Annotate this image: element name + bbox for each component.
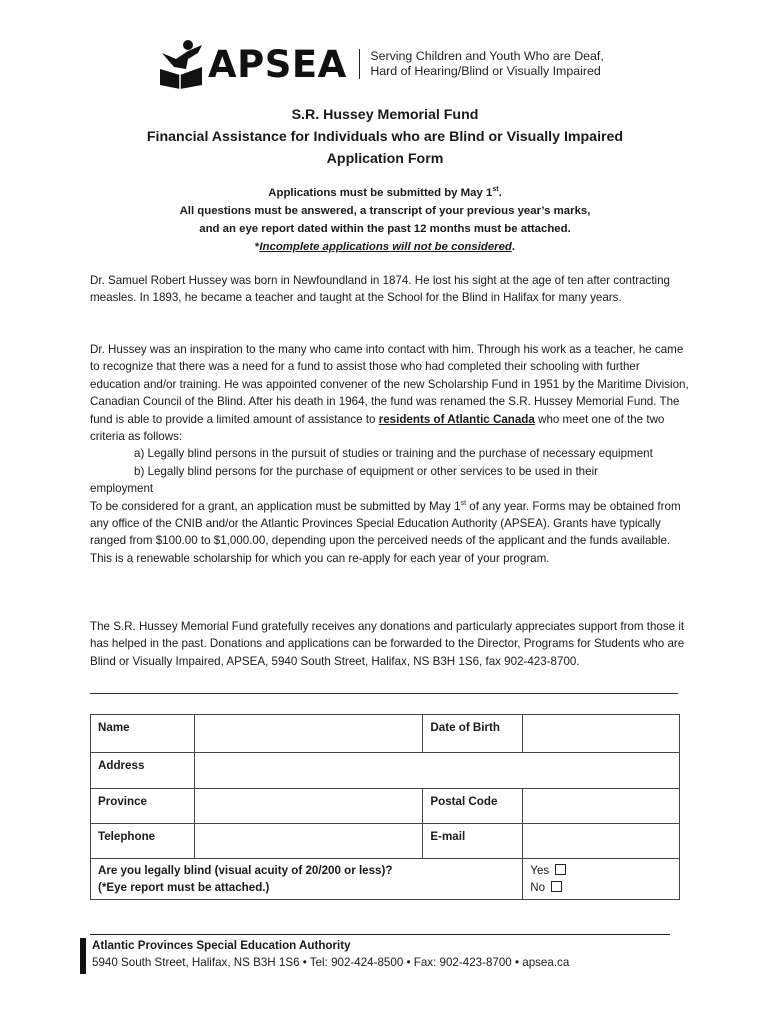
residents-link-text: residents of Atlantic Canada <box>378 412 535 426</box>
footer-contact: 5940 South Street, Halifax, NS B3H 1S6 • Tel: 902-424-8500 • Fax: 902-423-8700 • apsea.ca <box>92 956 570 969</box>
fund-paragraph: Dr. Hussey was an inspiration to the many who came into contact with him. Through his work as a teacher, he came to recognize that there was a need for a fund to assist those who had completed their schooling with further education and/or training. He was appointed convener of the new Scholarship Fund in 1951 by the Maritime Division, Canadian Council of the Blind. After his death in 1964, the fund was renamed the S.R. Hussey Memorial Fund. The fund is able to provide a limited amount of assistance to residents of Atlantic Canada who meet one of the two criteria as follows: <box>90 343 689 444</box>
tagline-line2: Hard of Hearing/Blind or Visually Impaired <box>370 64 601 78</box>
notice-line3: and an eye report dated within the past 12 months must be attached. <box>199 223 571 235</box>
notice-line2: All questions must be answered, a transcript of your previous year’s marks, <box>179 205 591 217</box>
apsea-logo-icon <box>158 39 206 89</box>
footer-rule <box>90 934 670 935</box>
criteria-b: b) Legally blind persons for the purchase of equipment or other services to be used in their <box>134 464 599 478</box>
grant-paragraph: To be considered for a grant, an application must be submitted by May 1st of any year. Forms may be obtained from any office of the CNIB and/or the Atlantic Provinces Special Education Authority (APSEA). Grants have typically ranged from $100.00 to $1,000.00, depending upon the perceived needs of the applicant and the funds available. This is a renewable scholarship for which you can re-apply for each year of your program. <box>90 499 681 565</box>
name-field[interactable] <box>194 715 422 753</box>
title-line1: S.R. Hussey Memorial Fund <box>291 107 479 123</box>
apsea-logo-text: APSEA <box>208 42 347 86</box>
email-label: E-mail <box>423 824 523 859</box>
blind-question-text: Are you legally blind (visual acuity of 20/200 or less)? <box>98 864 393 877</box>
tagline-line1: Serving Children and Youth Who are Deaf, <box>370 49 604 63</box>
address-label: Address <box>91 753 195 789</box>
applicant-info-table <box>90 714 680 900</box>
telephone-field[interactable] <box>194 824 422 859</box>
criteria-a: a) Legally blind persons in the pursuit of studies or training and the purchase of necessary equipment <box>134 447 653 461</box>
legally-blind-question <box>91 859 523 900</box>
section-divider <box>90 693 678 694</box>
yes-option[interactable]: Yes <box>530 862 672 879</box>
email-field[interactable] <box>523 824 680 859</box>
eye-report-note: (*Eye report must be attached.) <box>98 881 270 894</box>
postal-code-label: Postal Code <box>423 789 523 824</box>
footer-accent-bar <box>80 938 86 974</box>
name-label: Name <box>91 715 195 753</box>
logo-divider <box>359 49 361 79</box>
criteria-b-cont: employment <box>90 482 154 496</box>
notice-line4: *Incomplete applications will not be considered. <box>254 241 516 253</box>
province-label: Province <box>91 789 195 824</box>
notice-line1: Applications must be submitted by May 1st. <box>268 186 502 199</box>
title-line3: Application Form <box>326 151 444 167</box>
footer-org-name: Atlantic Provinces Special Education Authority <box>92 939 351 952</box>
no-checkbox[interactable] <box>551 881 562 892</box>
donations-paragraph: The S.R. Hussey Memorial Fund gratefully receives any donations and particularly appreciates support from those it has helped in the past. Donations and applications can be forwarded to the Director, Programs for Students who are Blind or Visually Impaired, APSEA, 5940 South Street, Halifax, NS B3H 1S6, fax 902-423-8700. <box>90 620 685 668</box>
fund-description <box>90 341 690 567</box>
dob-label: Date of Birth <box>423 715 523 753</box>
legally-blind-options <box>523 859 680 900</box>
document-title <box>90 104 680 170</box>
apsea-header <box>158 36 604 92</box>
telephone-label: Telephone <box>91 824 195 859</box>
dob-field[interactable] <box>523 715 680 753</box>
submission-notice <box>90 184 680 256</box>
address-field[interactable] <box>194 753 679 789</box>
province-field[interactable] <box>194 789 422 824</box>
postal-code-field[interactable] <box>523 789 680 824</box>
title-line2: Financial Assistance for Individuals who are Blind or Visually Impaired <box>146 129 624 145</box>
logo-tagline <box>370 49 604 79</box>
no-option[interactable]: No <box>530 879 672 896</box>
yes-checkbox[interactable] <box>555 864 566 875</box>
history-paragraph: Dr. Samuel Robert Hussey was born in Newfoundland in 1874. He lost his sight at the age of ten after contracting measles. In 1893, he became a teacher and taught at the School for the Blind in Halifax for many years. <box>90 274 671 305</box>
